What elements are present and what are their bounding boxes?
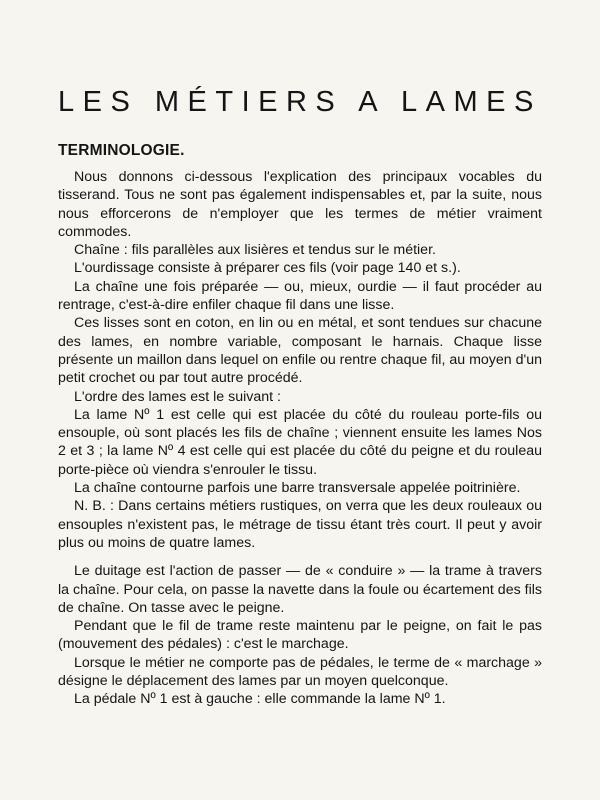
paragraph-marchage: Lorsque le métier ne comporte pas de pédales, le terme de « marchage » désigne le déplacement des lames par un moyen quelconque. — [58, 654, 542, 690]
paragraph-nb: N. B. : Dans certains métiers rustiques, on verra que les deux rouleaux ou ensouples n'existent pas, le métrage de tissu étant très court. Il peut y avoir plus ou moins de quatre lames. — [58, 498, 542, 551]
paragraph-poitriniere: La chaîne contourne parfois une barre transversale appelée poitrinière. — [74, 480, 521, 497]
paragraph-duitage: Le duitage est l'action de passer — de « conduire » — la trame à travers la chaîne. Pour cela, on passe la navette dans la foule ou écartement des fils de chaîne. On tasse avec le peigne. — [58, 563, 542, 616]
paragraph-pedale: La pédale Nº 1 est à gauche : elle commande la lame Nº 1. — [74, 691, 446, 708]
paragraph-chaine: Chaîne : fils parallèles aux lisières et tendus sur le métier. — [74, 242, 436, 259]
paragraph-lames: La lame Nº 1 est celle qui est placée du côté du rouleau porte-fils ou ensouple, où sont placés les fils de chaîne ; viennent ensuite les lames Nos 2 et 3 ; la lame Nº 4 est celle qui est placée du côté du peigne et du rouleau porte-pièce où viendra s'enrouler le tissu. — [58, 406, 542, 478]
body-text — [58, 168, 542, 709]
paragraph-rentrage: La chaîne une fois préparée — ou, mieux, ourdie — il faut procéder au rentrage, c'est-à-dire enfiler chaque fil dans une lisse. — [58, 278, 542, 314]
paragraph-pas: Pendant que le fil de trame reste maintenu par le peigne, on fait le pas (mouvement des pédales) : c'est le marchage. — [58, 618, 542, 653]
paragraph-ordre: L'ordre des lames est le suivant : — [74, 388, 281, 405]
paragraph-lisses: Ces lisses sont en coton, en lin ou en métal, et sont tendues sur chacune des lames, en nombre variable, composant le harnais. Chaque lisse présente un maillon dans lequel on enfile ou rentre chaque fil, au moyen d'un petit crochet ou par tout autre procédé. — [58, 315, 542, 387]
page-title: LES MÉTIERS A LAMES — [58, 86, 542, 118]
paragraph-intro: Nous donnons ci-dessous l'explication des principaux vocables du tisserand. Tous ne sont pas également indispensables et, par la suite, nous nous efforcerons de n'employer que les termes de métier vraiment commodes. — [58, 169, 542, 240]
paragraph-ourdissage: L'ourdissage consiste à préparer ces fils (voir page 140 et s.). — [74, 260, 461, 277]
section-heading: TERMINOLOGIE. — [58, 142, 185, 159]
